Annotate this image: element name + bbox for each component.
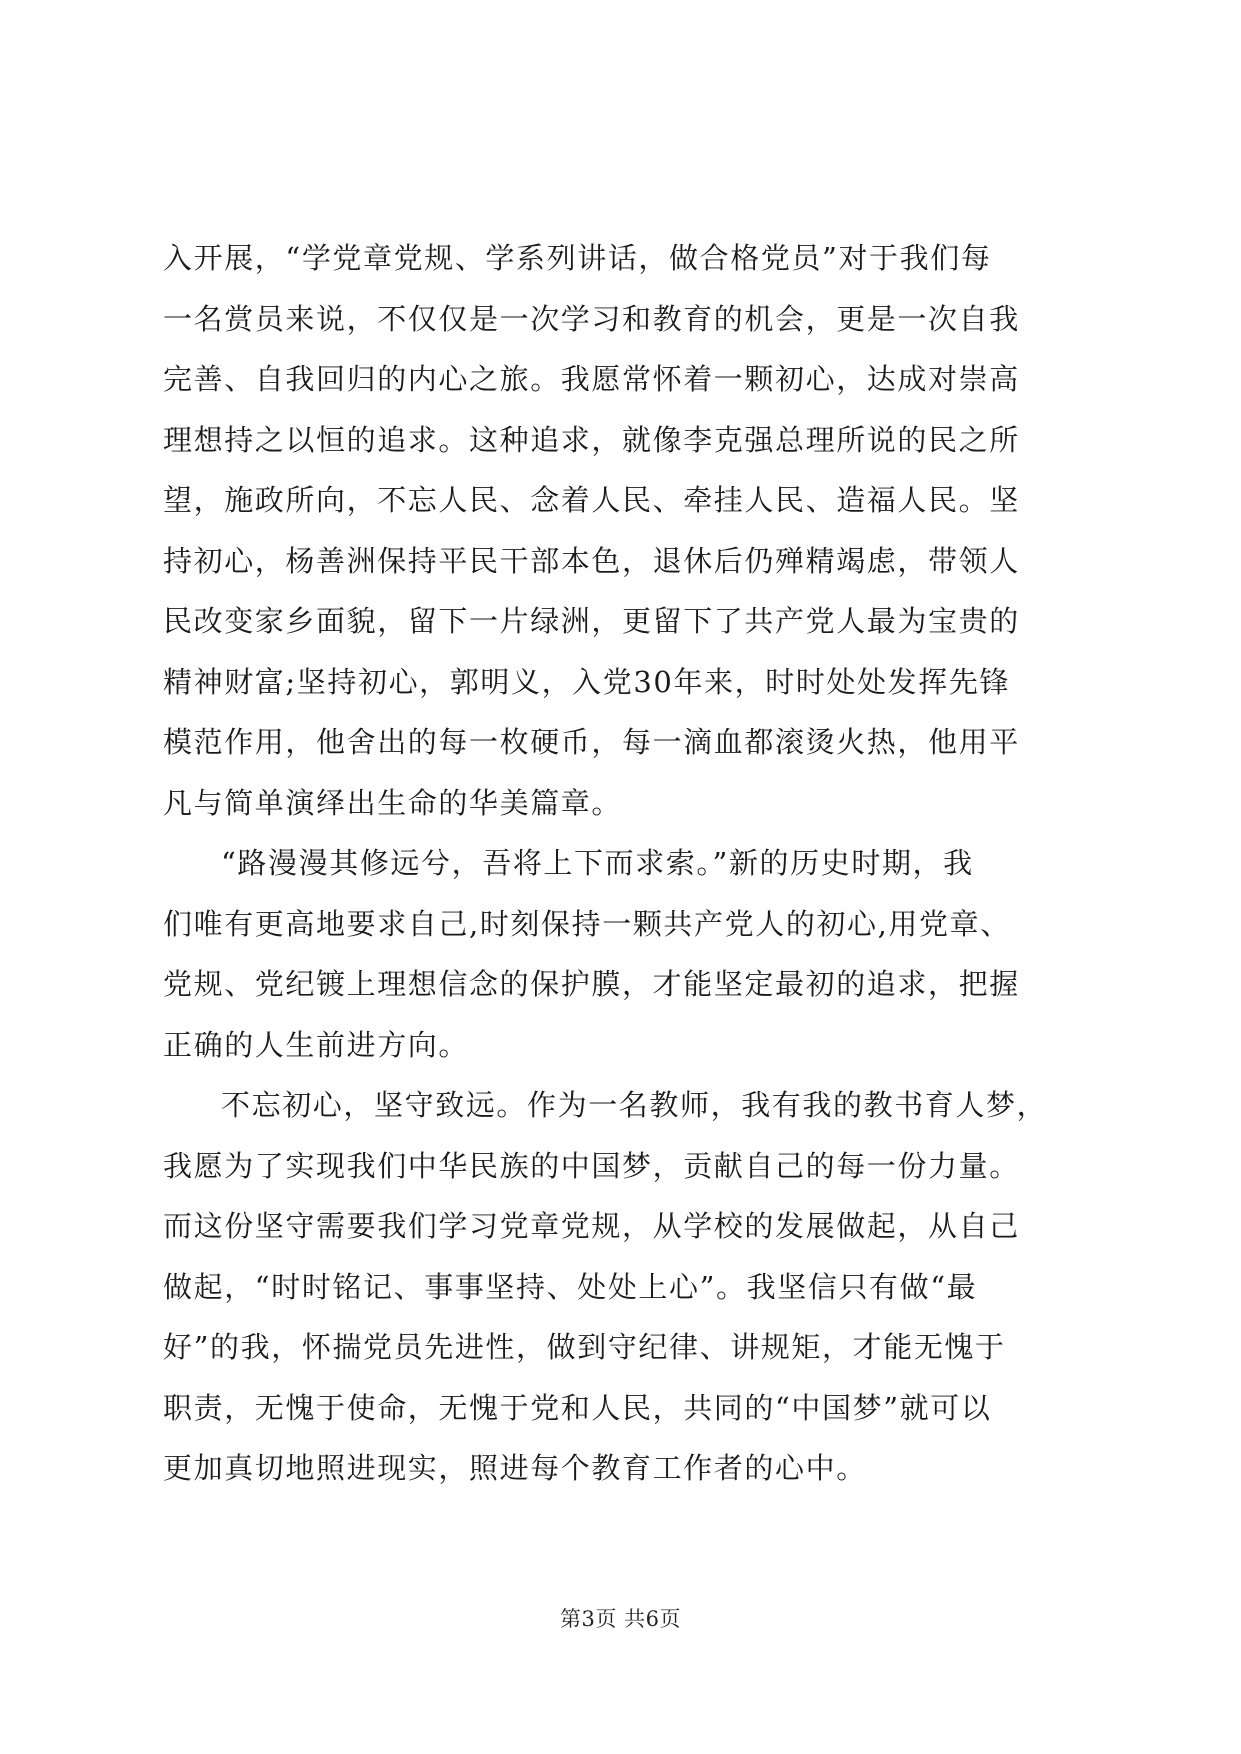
text-line: 我愿为了实现我们中华民族的中国梦，贡献自己的每一份力量。 (163, 1148, 1020, 1183)
body-text (163, 228, 1083, 1499)
text-line: 不忘初心，坚守致远。作为一名教师，我有我的教书育人梦， (221, 1088, 1048, 1122)
text-line: 完善、自我回归的内心之旅。我愿常怀着一颗初心，达成对崇高 (163, 362, 1020, 396)
text-line: 做起，“时时铭记、事事坚持、处处上心”。我坚信只有做“最 (163, 1269, 978, 1304)
text-line: 理想持之以恒的追求。这种追求，就像李克强总理所说的民之所 (163, 422, 1020, 457)
text-line: 职责，无愧于使命，无愧于党和人民，共同的“中国梦”就可以 (163, 1390, 992, 1425)
text-line: 更加真切地照进现实，照进每个教育工作者的心中。 (163, 1451, 867, 1485)
text-line: 凡与简单演绎出生命的华美篇章。 (163, 785, 623, 820)
page-footer: 第3页 共6页 (560, 1607, 681, 1631)
text-line: 精神财富;坚持初心，郭明义，入党30年来，时时处处发挥先锋 (163, 664, 1011, 699)
text-line: 持初心，杨善洲保持平民干部本色，退休后仍殚精竭虑，带领人 (163, 543, 1020, 578)
text-line: 党规、党纪镀上理想信念的保护膜，才能坚定最初的追求，把握 (163, 967, 1020, 1001)
text-line: 望，施政所向，不忘人民、念着人民、牵挂人民、造福人民。坚 (163, 483, 1020, 517)
text-line: 而这份坚守需要我们学习党章党规，从学校的发展做起，从自己 (163, 1209, 1020, 1243)
text-line: “路漫漫其修远兮，吾将上下而求索。”新的历史时期，我 (221, 846, 974, 880)
text-line: 们唯有更高地要求自己,时刻保持一颗共产党人的初心,用党章、 (163, 906, 1011, 941)
text-line: 一名赏员来说，不仅仅是一次学习和教育的机会，更是一次自我 (163, 301, 1020, 336)
text-line: 正确的人生前进方向。 (163, 1027, 470, 1062)
text-line: 民改变家乡面貌，留下一片绿洲，更留下了共产党人最为宝贵的 (163, 604, 1020, 638)
text-line: 好”的我，怀揣党员先进性，做到守纪律、讲规矩，才能无愧于 (163, 1330, 1006, 1364)
text-line: 入开展，“学党章党规、学系列讲话，做合格党员”对于我们每 (163, 241, 992, 275)
text-line: 模范作用，他舍出的每一枚硬币，每一滴血都滚烫火热，他用平 (163, 725, 1020, 759)
